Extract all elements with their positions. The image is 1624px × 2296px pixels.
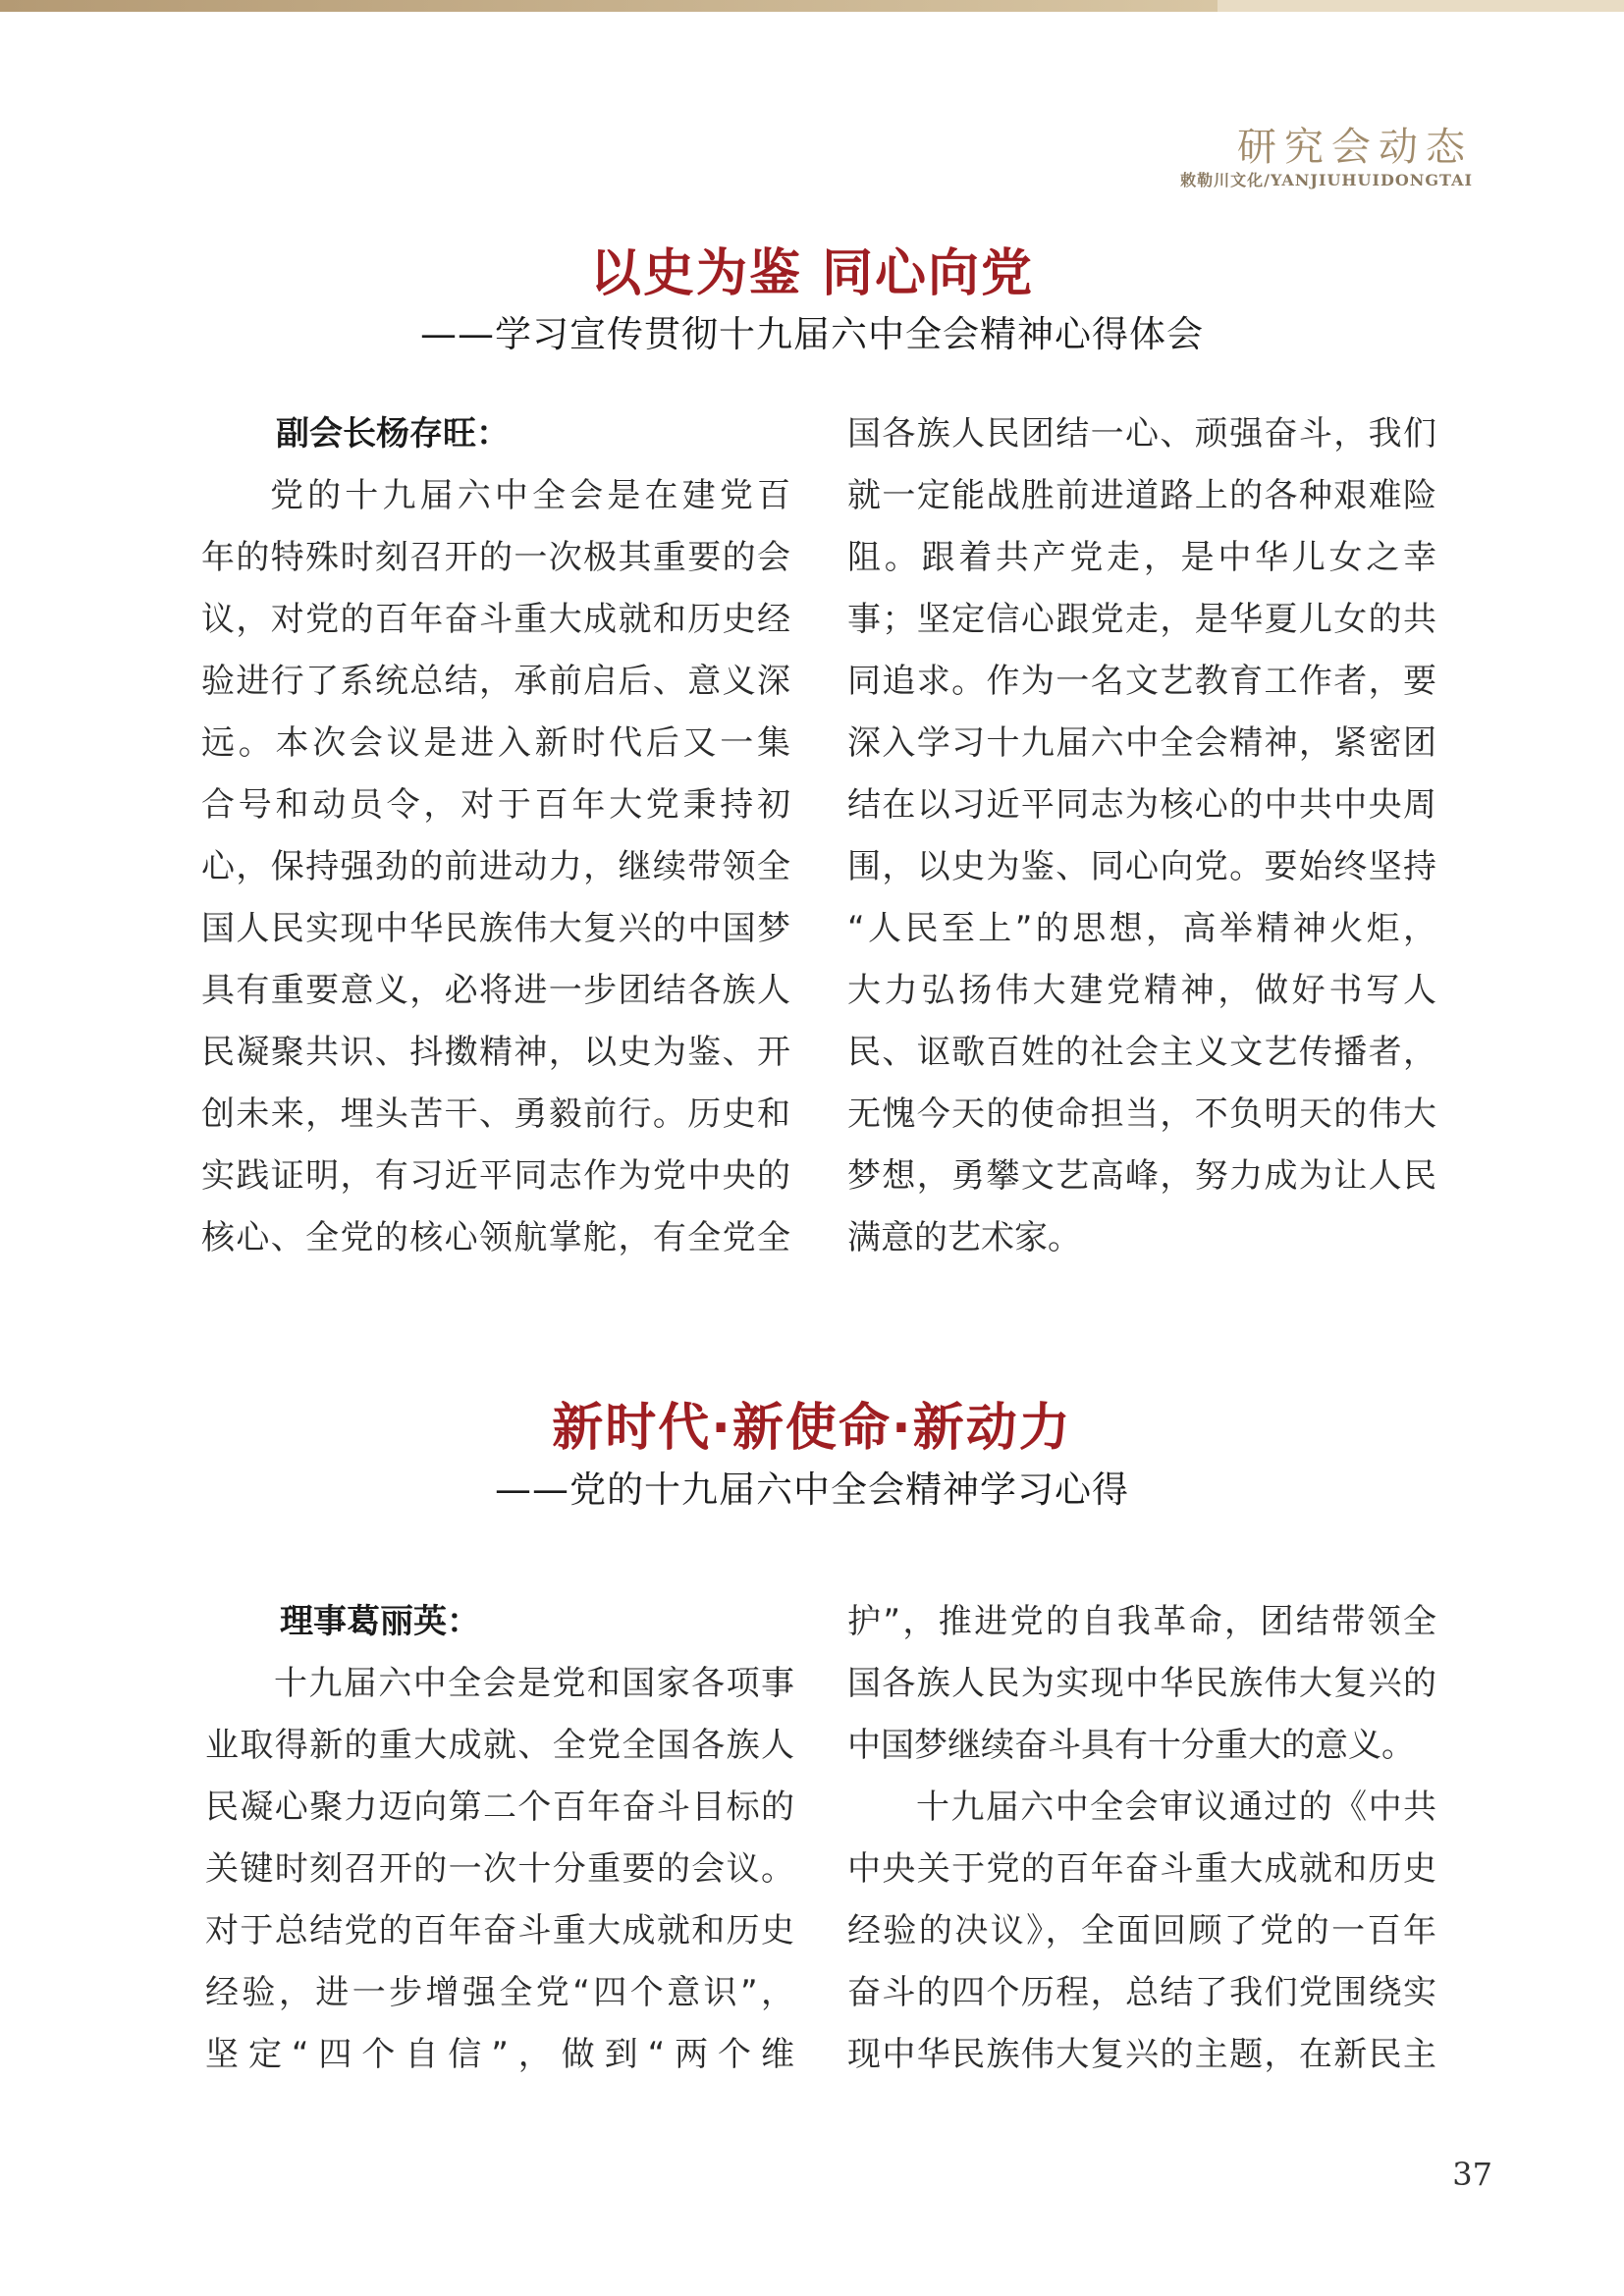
article2-title: 新时代·新使命·新动力: [552, 1399, 1072, 1458]
text-line: 心，保持强劲的前进动力，继续带领全: [201, 847, 790, 886]
text-line: 创未来，埋头苦干、勇毅前行。历史和: [201, 1095, 790, 1134]
text-line: 大力弘扬伟大建党精神，做好书写人: [847, 971, 1436, 1010]
text-line: 远。本次会议是进入新时代后又一集: [201, 723, 790, 763]
article2-right-column: [847, 1591, 1436, 2086]
text-line: 合号和动员令，对于百年大党秉持初: [201, 785, 790, 825]
article2-left-column: [205, 1591, 794, 2086]
text-line: 国人民实现中华民族伟大复兴的中国梦: [201, 909, 790, 948]
article1-author: 副会长杨存旺：: [276, 414, 510, 454]
text-line: 中国梦继续奋斗具有十分重大的意义。: [847, 1726, 1415, 1765]
article2-author: 理事葛丽英：: [280, 1602, 480, 1641]
top-decoration-bar: [0, 0, 1218, 12]
text-line: 深入学习十九届六中全会精神，紧密团: [847, 723, 1436, 763]
text-line: “人民至上”的思想，高举精神火炬，: [847, 909, 1436, 948]
text-line: 议，对党的百年奋斗重大成就和历史经: [201, 600, 790, 639]
top-decoration-bar-light: [1218, 0, 1624, 12]
text-line: 梦想，勇攀文艺高峰，努力成为让人民: [847, 1156, 1436, 1196]
text-line: 阻。跟着共产党走，是中华儿女之幸: [847, 538, 1436, 577]
text-line: 护”，推进党的自我革命，团结带领全: [847, 1602, 1436, 1641]
text-line: 验进行了系统总结，承前启后、意义深: [201, 662, 790, 701]
text-line: 奋斗的四个历程，总结了我们党围绕实: [847, 1973, 1436, 2012]
text-line: 结在以习近平同志为核心的中共中央周: [847, 785, 1436, 825]
text-line: 同追求。作为一名文艺教育工作者，要: [847, 662, 1436, 701]
text-line: 中央关于党的百年奋斗重大成就和历史: [847, 1849, 1436, 1889]
text-line: 业取得新的重大成就、全党全国各族人: [205, 1726, 794, 1765]
text-line: 满意的艺术家。: [847, 1218, 1081, 1257]
article1-subtitle: ——学习宣传贯彻十九届六中全会精神心得体会: [420, 313, 1204, 355]
text-line: 民凝聚共识、抖擞精神，以史为鉴、开: [201, 1033, 790, 1072]
text-line: 实践证明，有习近平同志作为党中央的: [201, 1156, 790, 1196]
text-line: 党的十九届六中全会是在建党百: [270, 476, 790, 515]
text-line: 年的特殊时刻召开的一次极其重要的会: [201, 538, 790, 577]
text-line: 围，以史为鉴、同心向党。要始终坚持: [847, 847, 1436, 886]
text-line: 事；坚定信心跟党走，是华夏儿女的共: [847, 600, 1436, 639]
text-line: 经验的决议》，全面回顾了党的一百年: [847, 1911, 1436, 1950]
text-line: 对于总结党的百年奋斗重大成就和历史: [205, 1911, 794, 1950]
section-title: 研究会动态: [1237, 125, 1473, 170]
text-line: 具有重要意义，必将进一步团结各族人: [201, 971, 790, 1010]
text-line: 坚定“四个自信”，做到“两个维: [205, 2035, 794, 2074]
page-number: 37: [1452, 2156, 1492, 2193]
text-line: 关键时刻召开的一次十分重要的会议。: [205, 1849, 794, 1889]
text-line: 十九届六中全会是党和国家各项事: [274, 1664, 794, 1703]
article2-subtitle: ——党的十九届六中全会精神学习心得: [495, 1468, 1129, 1511]
text-line: 经验，进一步增强全党“四个意识”，: [205, 1973, 794, 2012]
text-line: 民凝心聚力迈向第二个百年奋斗目标的: [205, 1788, 794, 1827]
text-line: 无愧今天的使命担当，不负明天的伟大: [847, 1095, 1436, 1134]
article1-right-column: [847, 403, 1436, 1269]
text-line: 现中华民族伟大复兴的主题，在新民主: [847, 2035, 1436, 2074]
text-line: 十九届六中全会审议通过的《中共: [916, 1788, 1436, 1827]
text-line: 国各族人民为实现中华民族伟大复兴的: [847, 1664, 1436, 1703]
article1-left-column: [201, 403, 790, 1269]
text-line: 核心、全党的核心领航掌舵，有全党全: [201, 1218, 790, 1257]
section-subtitle: 敕勒川文化/YANJIUHUIDONGTAI: [1180, 171, 1473, 189]
text-line: 国各族人民团结一心、顽强奋斗，我们: [847, 414, 1436, 454]
article1-title: 以史为鉴 同心向党: [589, 244, 1035, 303]
text-line: 民、讴歌百姓的社会主义文艺传播者，: [847, 1033, 1436, 1072]
text-line: 就一定能战胜前进道路上的各种艰难险: [847, 476, 1436, 515]
